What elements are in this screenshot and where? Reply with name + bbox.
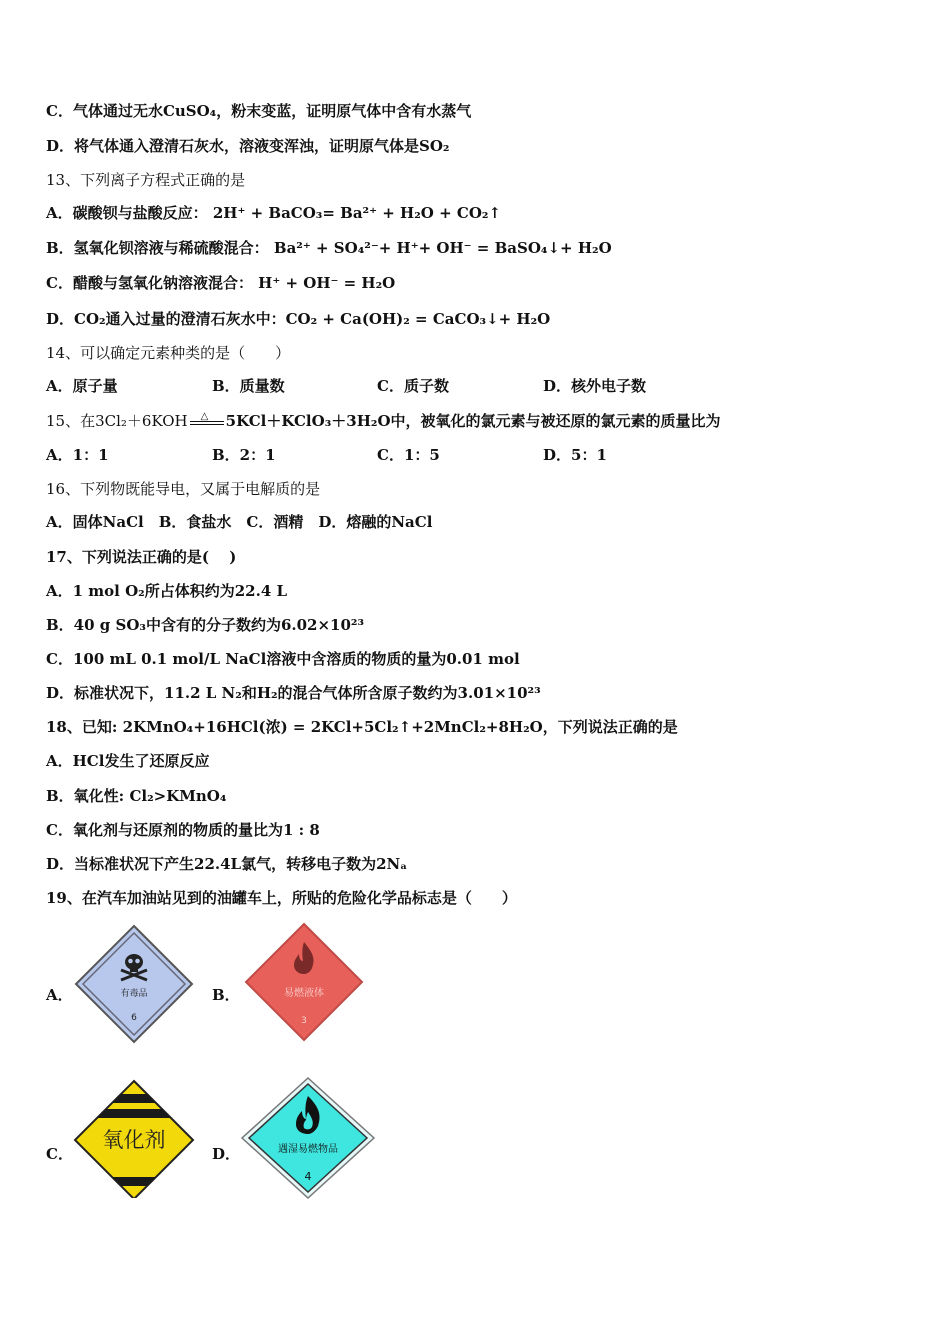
wet-sign-text: 遇湿易燃物品: [278, 1144, 338, 1155]
q17-option-c: C．100 mL 0.1 mol/L NaCl溶液中含溶质的物质的量为0.01 mol: [46, 650, 520, 668]
wet-sign-number: 4: [304, 1170, 312, 1183]
question-14: 14、可以确定元素种类的是（ ）: [46, 344, 291, 362]
toxic-sign: [72, 922, 196, 1046]
q15-option-a: A．1：1: [46, 446, 109, 464]
q13-option-b: B．氢氧化钡溶液与稀硫酸混合： Ba²⁺ + SO₄²⁻+ H⁺+ OH⁻ = BaSO₄↓+ H₂O: [46, 239, 612, 257]
q15-option-d: D．5：1: [543, 446, 607, 464]
sign-c-label: C．: [46, 1145, 73, 1163]
q18-option-a: A．HCl发生了还原反应: [46, 752, 210, 770]
flammable-liquid-sign: [242, 920, 366, 1044]
reaction-arrow: [188, 411, 226, 429]
q13-option-a: A．碳酸钡与盐酸反应： 2H⁺ + BaCO₃= Ba²⁺ + H₂O + CO₂↑: [46, 204, 502, 222]
oxidizer-sign-text: 氧化剂: [102, 1128, 166, 1152]
option-c-prev: C．气体通过无水CuSO₄，粉末变蓝，证明原气体中含有水蒸气: [46, 102, 472, 120]
q14-option-b: B．质量数: [212, 377, 285, 395]
q18-option-b: B．氧化性: Cl₂>KMnO₄: [46, 787, 227, 805]
q13-option-c: C．醋酸与氢氧化钠溶液混合： H⁺ + OH⁻ = H₂O: [46, 274, 396, 292]
dangerous-when-wet-sign: [240, 1076, 376, 1200]
oxidizer-sign: [72, 1078, 196, 1198]
sign-d-label: D．: [212, 1145, 241, 1163]
toxic-sign-text: 有毒品: [120, 989, 148, 999]
q16-options: A．固体NaCl B．食盐水 C．酒精 D．熔融的NaCl: [46, 513, 433, 531]
q13-option-d: D．CO₂通入过量的澄清石灰水中：CO₂ + Ca(OH)₂ = CaCO₃↓+ H₂O: [46, 310, 551, 328]
question-13: 13、下列离子方程式正确的是: [46, 171, 246, 189]
question-19: 19、在汽车加油站见到的油罐车上，所贴的危险化学品标志是（ ）: [46, 889, 517, 907]
q17-option-b: B．40 g SO₃中含有的分子数约为6.02×10²³: [46, 616, 365, 634]
q15-option-c: C．1：5: [377, 446, 440, 464]
flammable-sign-number: 3: [301, 1016, 307, 1026]
question-17: 17、下列说法正确的是( ): [46, 548, 237, 566]
q17-option-d: D．标准状况下，11.2 L N₂和H₂的混合气体所含原子数约为3.01×10²³: [46, 684, 541, 702]
toxic-sign-number: 6: [131, 1013, 137, 1023]
question-15: [46, 411, 721, 431]
q15-option-b: B．2：1: [212, 446, 276, 464]
q14-option-d: D．核外电子数: [543, 377, 647, 395]
option-d-prev: D．将气体通入澄清石灰水，溶液变浑浊，证明原气体是SO₂: [46, 137, 450, 155]
sign-a-label: A．: [46, 986, 73, 1004]
heat-symbol: △: [200, 411, 209, 422]
question-16: 16、下列物既能导电，又属于电解质的是: [46, 480, 321, 498]
sign-b-label: B．: [212, 986, 240, 1004]
flammable-sign-text: 易燃液体: [284, 988, 324, 999]
q18-option-d: D．当标准状况下产生22.4L氯气，转移电子数为2Nₐ: [46, 855, 408, 873]
q14-option-a: A．原子量: [46, 377, 118, 395]
q15-suffix: 5KCl＋KClO₃＋3H₂O中，被氧化的氯元素与被还原的氯元素的质量比为: [225, 412, 721, 430]
question-18: 18、已知: 2KMnO₄+16HCl(浓) = 2KCl+5Cl₂↑+2MnCl₂+8H₂O，下列说法正确的是: [46, 718, 678, 736]
q18-option-c: C．氧化剂与还原剂的物质的量比为1 : 8: [46, 821, 320, 839]
q17-option-a: A．1 mol O₂所占体积约为22.4 L: [46, 582, 288, 600]
q14-option-c: C．质子数: [377, 377, 449, 395]
q15-prefix: 15、在3Cl₂＋6KOH: [46, 412, 188, 430]
